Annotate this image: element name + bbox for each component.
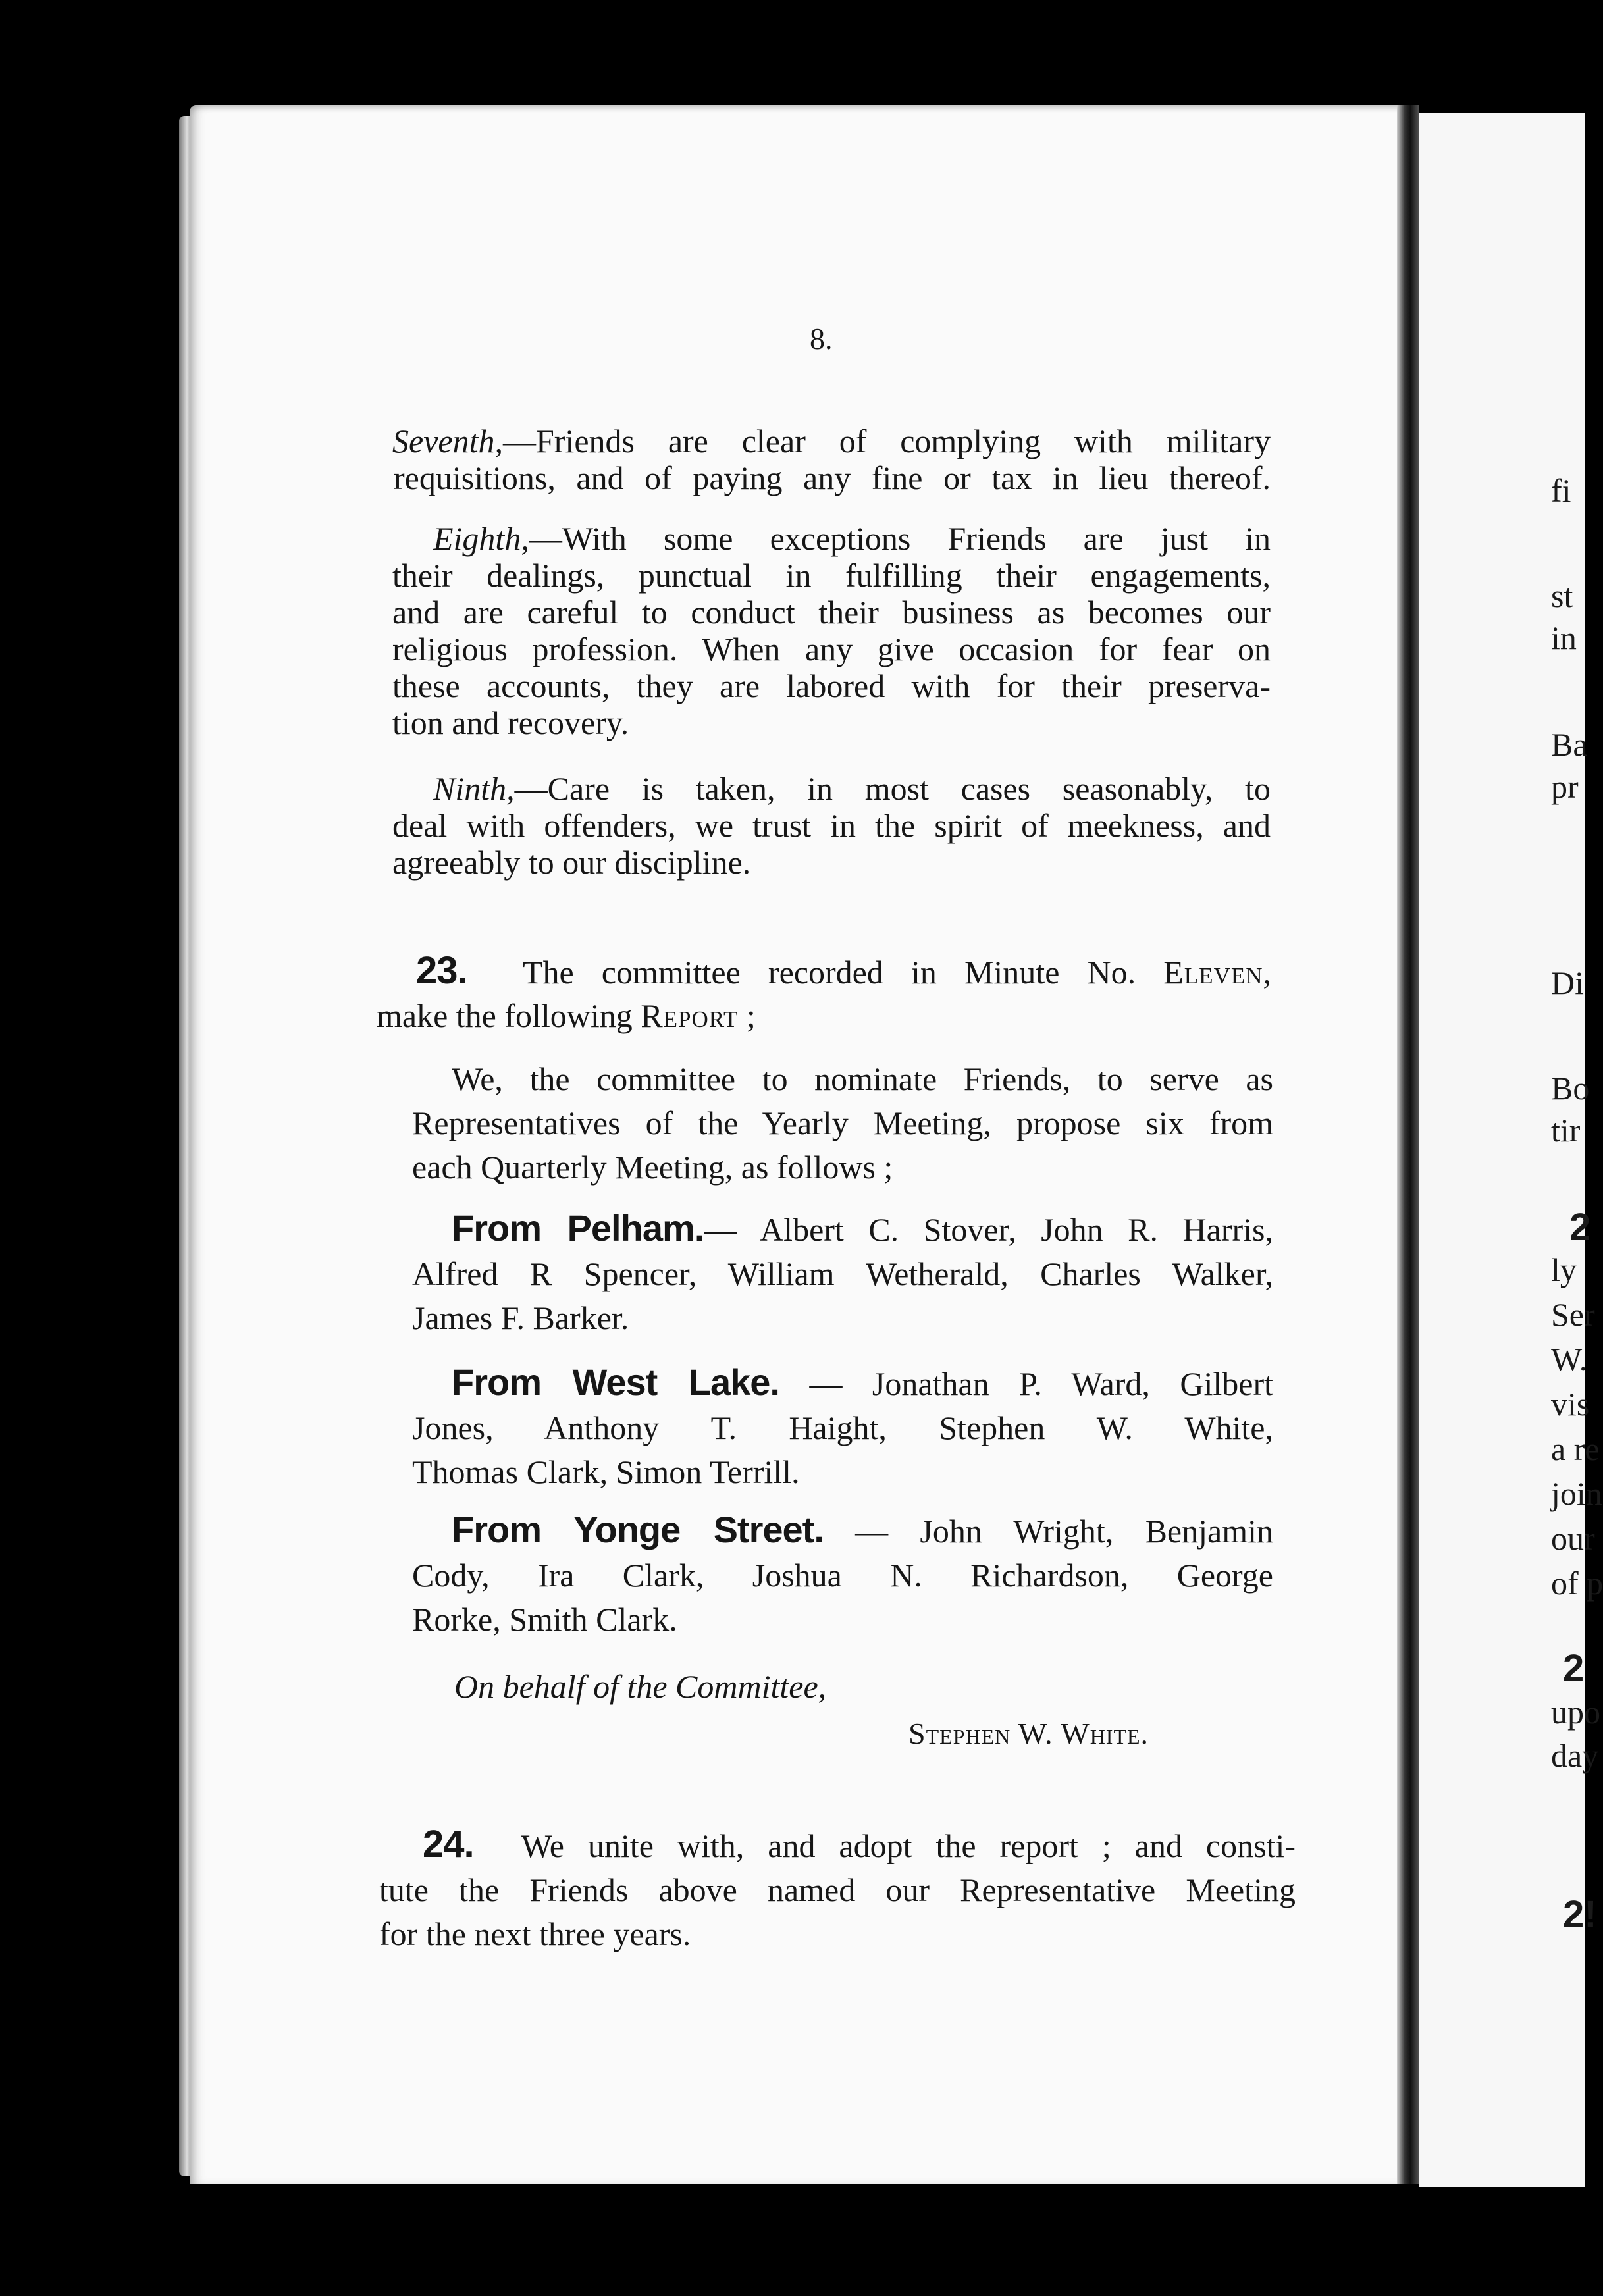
minute-23-line-1: The committee recorded in Minute No. [522, 954, 1164, 991]
minute-23 [377, 949, 1272, 1037]
right-fragment: 2! [1563, 1893, 1597, 1936]
eighth-line-3: and are careful to conduct their business as becomes our [392, 594, 1271, 631]
minute-24-line-3: for the next three years. [379, 1916, 691, 1952]
book-gutter [1397, 105, 1419, 2184]
ninth-line-2: deal with offenders, we trust in the spirit of meekness, and [392, 807, 1271, 844]
right-fragment: vis [1551, 1386, 1590, 1422]
page-number: 8. [810, 322, 833, 355]
paragraph-ninth [392, 770, 1271, 881]
minute-23-eleven: Eleven, [1163, 954, 1272, 991]
eighth-line-6: tion and recovery. [392, 704, 629, 741]
paragraph-eighth [392, 520, 1271, 741]
heading-pelham: From Pelham. [452, 1207, 704, 1249]
paragraph-seventh [392, 423, 1271, 459]
minute-23-line-2: make the following [377, 997, 641, 1034]
right-fragment: our [1551, 1520, 1595, 1557]
section-pelham [412, 1206, 1273, 1340]
west-lake-line-2: Jones, Anthony T. Haight, Stephen W. White, [412, 1409, 1273, 1446]
right-fragment: W. [1551, 1341, 1588, 1378]
signer-name: Stephen W. White. [908, 1717, 1149, 1750]
right-fragment: Bo [1551, 1070, 1590, 1107]
yonge-line-2: Cody, Ira Clark, Joshua N. Richardson, George [412, 1557, 1273, 1594]
report-intro [412, 1057, 1273, 1189]
eighth-line-4: religious profession. When any give occasion for fear on [392, 631, 1271, 667]
heading-yonge-street: From Yonge Street. [452, 1509, 824, 1550]
minute-24-line-2: tute the Friends above named our Representative Meeting [379, 1871, 1296, 1908]
ninth-line-3: agreeably to our discipline. [392, 844, 751, 881]
pelham-line-3: James F. Barker. [412, 1299, 629, 1336]
right-fragment: Ba [1551, 726, 1588, 763]
report-line-1: We, the committee to nominate Friends, to serve as [452, 1060, 1273, 1097]
right-fragment: a re [1551, 1430, 1600, 1467]
minute-23-semicolon: ; [738, 997, 756, 1034]
report-line-2: Representatives of the Yearly Meeting, propose six from [412, 1105, 1273, 1141]
minute-24-line-1: We unite with, and adopt the report ; and consti- [521, 1827, 1296, 1864]
paragraph-seventh-cont [394, 459, 1271, 496]
right-fragment: upo [1551, 1694, 1600, 1731]
eighth-line-2: their dealings, punctual in fulfilling their engagements, [392, 557, 1271, 594]
label-ninth: Ninth, [433, 770, 515, 807]
pelham-line-1: — Albert C. Stover, John R. Harris, [704, 1211, 1273, 1248]
eighth-line-1: —With some exceptions Friends are just in [529, 520, 1271, 557]
right-fragment: st [1551, 577, 1573, 614]
label-seventh: Seventh, [392, 423, 503, 459]
right-fragment: 2 [1569, 1206, 1591, 1249]
on-behalf-line: On behalf of the Committee, [454, 1668, 827, 1705]
yonge-line-1: — John Wright, Benjamin [823, 1513, 1273, 1550]
right-fragment: pr [1551, 768, 1579, 805]
seventh-line-1: —Friends are clear of complying with military [502, 423, 1271, 459]
section-west-lake [412, 1360, 1273, 1494]
west-lake-line-1: — Jonathan P. Ward, Gilbert [779, 1365, 1273, 1402]
label-eighth: Eighth, [433, 520, 529, 557]
right-fragment: 2 [1563, 1647, 1585, 1690]
right-fragment: Di [1551, 964, 1584, 1001]
yonge-line-3: Rorke, Smith Clark. [412, 1601, 677, 1638]
right-fragment: of p [1551, 1565, 1603, 1602]
minute-number-23: 23. [416, 949, 467, 992]
ninth-line-1: —Care is taken, in most cases seasonably, to [514, 770, 1271, 807]
minute-24 [379, 1822, 1296, 1956]
pelham-line-2: Alfred R Spencer, William Wetherald, Charles Walker, [412, 1255, 1273, 1292]
heading-west-lake: From West Lake. [452, 1361, 779, 1403]
report-line-3: each Quarterly Meeting, as follows ; [412, 1149, 893, 1186]
right-fragment: day [1551, 1737, 1599, 1774]
right-fragment: tir [1551, 1112, 1581, 1149]
right-fragment: ly [1551, 1251, 1577, 1288]
seventh-line-2: requisitions, and of paying any fine or tax in lieu thereof. [394, 459, 1271, 496]
right-fragment: join [1551, 1475, 1602, 1512]
eighth-line-5: these accounts, they are labored with for their preserva- [392, 667, 1271, 704]
right-fragment: fi [1551, 472, 1571, 509]
minute-23-report: Report [641, 997, 739, 1034]
right-page [1419, 113, 1588, 2187]
west-lake-line-3: Thomas Clark, Simon Terrill. [412, 1453, 800, 1490]
right-fragment: Ser [1551, 1296, 1595, 1333]
minute-number-24: 24. [423, 1823, 474, 1866]
right-fragment: in [1551, 619, 1577, 656]
section-yonge-street [412, 1507, 1273, 1642]
